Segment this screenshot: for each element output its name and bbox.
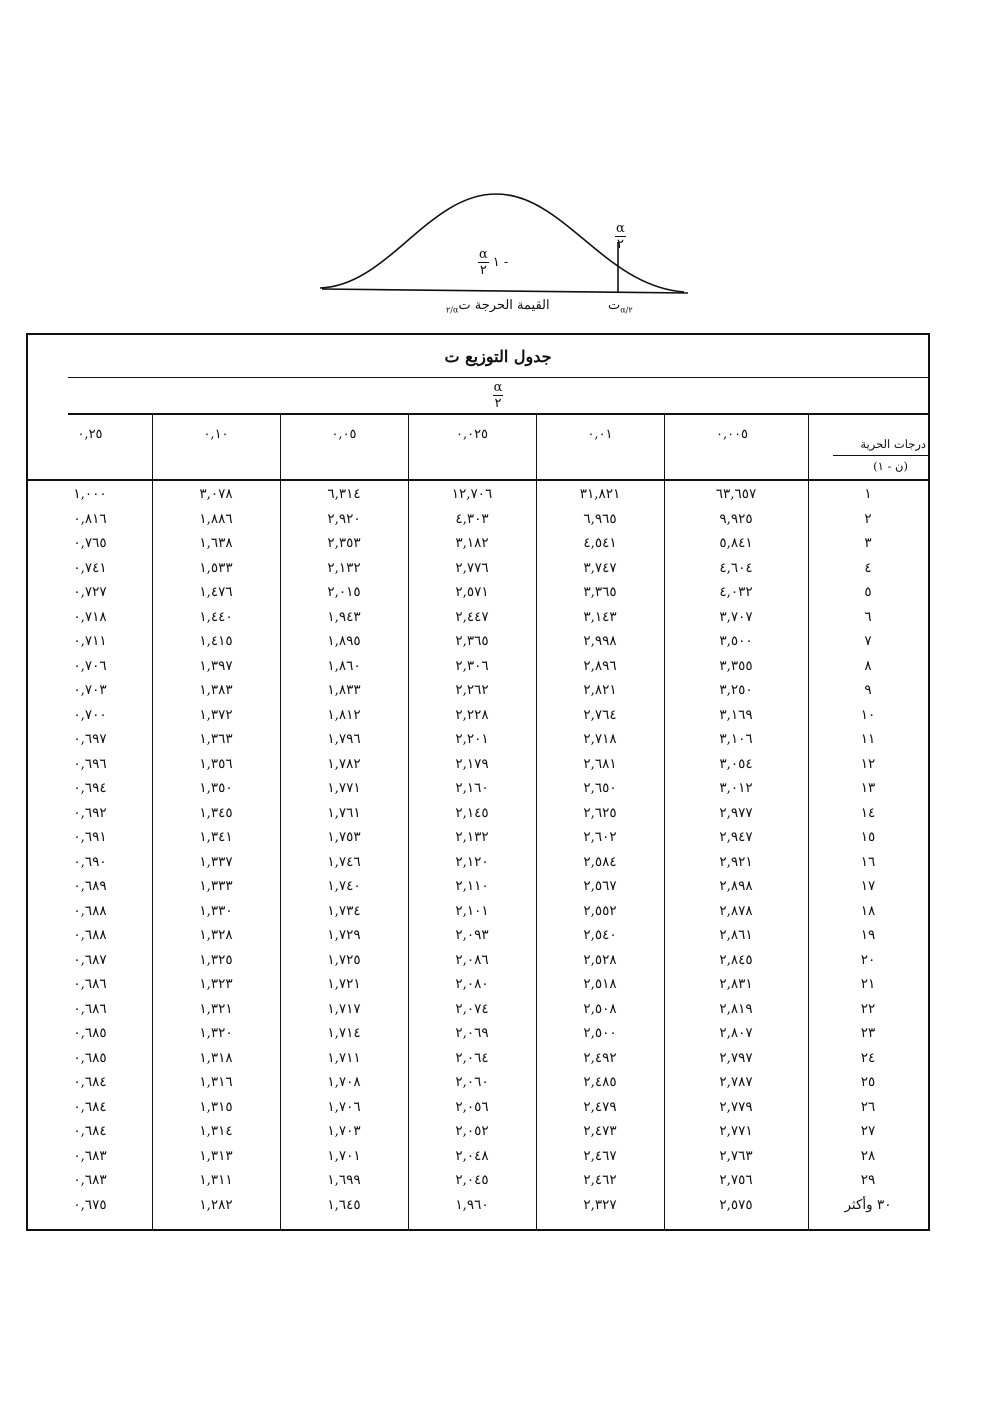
- table-cell: ٠,٦٨٣: [73, 1172, 107, 1188]
- column-header-005: ٠,٠٥: [331, 427, 357, 442]
- df-cell: ٢٥: [860, 1074, 876, 1090]
- table-cell: ٣,١٤٣: [583, 608, 617, 625]
- table-cell: ١,٨٨٦: [199, 510, 233, 527]
- table-cell: ٠,٦٩٧: [73, 731, 107, 747]
- table-cell: ٢,١٣٢: [327, 559, 361, 576]
- table-cell: ٢,٧٧٦: [455, 559, 489, 576]
- table-cell: ٢,٠٦٠: [455, 1074, 489, 1090]
- table-cell: ٢,١٧٩: [455, 755, 489, 772]
- table-row: [28, 654, 928, 678]
- bell-curve: [320, 194, 684, 292]
- table-cell: ٢,٥٧١: [455, 584, 489, 600]
- table-cell: ١,٥٣٣: [199, 559, 233, 576]
- table-cell: ٠,٦٧٥: [73, 1196, 107, 1213]
- table-cell: ١,٣٢٣: [199, 976, 233, 992]
- table-cell: ١,٣١٦: [199, 1074, 233, 1090]
- df-header-label: درجات الحرية: [860, 437, 926, 451]
- table-row: [28, 1021, 928, 1045]
- table-cell: ٢,٠٨٦: [455, 951, 489, 968]
- table-cell: ٢,١٢٠: [455, 853, 489, 870]
- table-cell: ٢,٠٦٩: [455, 1025, 489, 1041]
- table-cell: ٠,٧٠٣: [73, 682, 107, 698]
- df-cell: ٢٩: [860, 1172, 876, 1188]
- table-cell: ٣,١٠٦: [719, 731, 753, 747]
- table-row: [28, 1119, 928, 1143]
- table-cell: ٢,٥٨٤: [583, 853, 617, 870]
- table-row: [28, 874, 928, 898]
- table-cell: ١,٧٠١: [327, 1147, 361, 1164]
- table-cell: ١,٧٠٦: [327, 1098, 361, 1115]
- table-cell: ٢,٤٩٢: [583, 1049, 617, 1066]
- table-cell: ٢,١٠١: [455, 902, 489, 919]
- table-cell: ٠,٦٨٨: [73, 927, 107, 943]
- table-cell: ١,٣١٥: [199, 1098, 233, 1115]
- table-cell: ١,٧٠٣: [327, 1123, 361, 1139]
- table-row: [28, 629, 928, 653]
- column-header-row: [28, 415, 928, 481]
- t-distribution-diagram: [318, 186, 698, 321]
- table-cell: ١,٣٢٨: [199, 927, 233, 943]
- table-row: [28, 776, 928, 800]
- table-cell: ٤,٥٤١: [583, 535, 617, 551]
- table-cell: ٣,١٨٢: [455, 535, 489, 551]
- df-cell: ١: [864, 486, 872, 502]
- table-cell: ١,٣٣٠: [199, 902, 233, 919]
- table-cell: ٠,٦٨٩: [73, 878, 107, 894]
- df-cell: ٤: [864, 559, 872, 576]
- table-cell: ١,٣٢١: [199, 1000, 233, 1017]
- table-row: [28, 580, 928, 604]
- critical-value-caption: القيمة الحرجة ت$_{\alpha/٢}$: [446, 298, 550, 315]
- df-cell: ٢٧: [860, 1123, 876, 1139]
- table-cell: ٣١,٨٢١: [579, 486, 621, 502]
- table-row: [28, 1095, 928, 1119]
- table-cell: ٢,٣٦٥: [455, 633, 489, 649]
- table-cell: ١,٧١٤: [327, 1025, 361, 1041]
- table-cell: ١,٣٣٧: [199, 853, 233, 870]
- table-cell: ١,٣٣٣: [199, 878, 233, 894]
- table-cell: ١,٢٨٢: [199, 1196, 233, 1213]
- table-cell: ٦,٣١٤: [327, 486, 361, 502]
- table-cell: ٢,٧٦٤: [583, 706, 617, 723]
- table-cell: ١,٣٢٠: [199, 1025, 233, 1041]
- table-cell: ١,٣٤٥: [199, 804, 233, 821]
- table-cell: ٢,٤٦٧: [583, 1147, 617, 1164]
- df-header-divider: [833, 455, 928, 456]
- table-cell: ٢,٥١٨: [583, 976, 617, 992]
- table-cell: ٢,٨٣١: [719, 976, 753, 992]
- table-cell: ٢,٤٧٩: [583, 1098, 617, 1115]
- table-cell: ١,٧٧١: [327, 780, 361, 796]
- table-cell: ٩,٩٢٥: [719, 510, 753, 527]
- table-cell: ١٢,٧٠٦: [451, 486, 493, 502]
- table-cell: ٢,٠٦٤: [455, 1049, 489, 1066]
- table-cell: ٠,٦٨٨: [73, 902, 107, 919]
- table-cell: ٢,٠٨٠: [455, 976, 489, 992]
- column-header-0005: ٠,٠٠٥: [715, 427, 749, 442]
- table-cell: ٢,١٤٥: [455, 804, 489, 821]
- table-cell: ٠,٦٩٠: [73, 853, 107, 870]
- table-cell: ١,٣٩٧: [199, 657, 233, 674]
- df-cell: ٨: [864, 657, 872, 674]
- table-row: [28, 482, 928, 506]
- center-area-label: $\frac{\alpha}{٢}$ ١ -: [479, 247, 509, 278]
- table-row: [28, 531, 928, 555]
- table-cell: ١,٣٧٢: [199, 706, 233, 723]
- df-cell: ٢٢: [860, 1000, 876, 1017]
- table-cell: ٢,١١٠: [455, 878, 489, 894]
- df-cell: ٢: [864, 510, 872, 527]
- df-cell: ٢٨: [860, 1147, 876, 1164]
- table-cell: ٢,٣٥٣: [327, 535, 361, 551]
- table-cell: ٠,٧٢٧: [73, 584, 107, 600]
- t-distribution-table: [26, 333, 930, 1231]
- table-cell: ٣,٥٠٠: [719, 633, 753, 649]
- table-cell: ١,٨٦٠: [327, 657, 361, 674]
- table-cell: ١,٣٢٥: [199, 951, 233, 968]
- table-cell: ٠,٦٩١: [73, 829, 107, 845]
- table-cell: ٢,٩٤٧: [719, 829, 753, 845]
- table-cell: ٢,٠٤٨: [455, 1147, 489, 1164]
- table-row: [28, 948, 928, 972]
- df-cell: ١٥: [860, 829, 876, 845]
- table-cell: ٢,٧٧٩: [719, 1098, 753, 1115]
- table-cell: ٣,٧٠٧: [719, 608, 753, 625]
- table-cell: ٢,٢٠١: [455, 731, 489, 747]
- table-cell: ١,٩٤٣: [327, 608, 361, 625]
- table-cell: ١,٣٨٣: [199, 682, 233, 698]
- table-cell: ٣,٣٥٥: [719, 657, 753, 674]
- table-cell: ١,٦٣٨: [199, 535, 233, 551]
- table-cell: ٠,٦٩٢: [73, 804, 107, 821]
- table-cell: ٣,٧٤٧: [583, 559, 617, 576]
- table-cell: ٢,٧٦٣: [719, 1147, 753, 1164]
- df-cell: ٢١: [860, 976, 876, 992]
- table-row: [28, 727, 928, 751]
- table-cell: ١,٠٠٠: [73, 486, 107, 502]
- table-cell: ٢,٥٧٥: [719, 1196, 753, 1213]
- table-cell: ١,٣٥٠: [199, 780, 233, 796]
- table-cell: ٢,٨٧٨: [719, 902, 753, 919]
- table-cell: ٠,٧٤١: [73, 559, 107, 576]
- table-cell: ١,٧٢٥: [327, 951, 361, 968]
- table-cell: ٢,٨٩٦: [583, 657, 617, 674]
- table-cell: ٣,٠٥٤: [719, 755, 753, 772]
- table-cell: ٢,٥٢٨: [583, 951, 617, 968]
- table-cell: ٢,٨٢١: [583, 682, 617, 698]
- column-header-0025: ٠,٠٢٥: [455, 427, 489, 442]
- df-cell: ٦: [864, 608, 872, 625]
- table-row: [28, 1193, 928, 1217]
- column-header-010: ٠,١٠: [203, 427, 229, 442]
- table-cell: ٢,٠٩٣: [455, 927, 489, 943]
- table-cell: ٠,٦٨٥: [73, 1025, 107, 1041]
- table-cell: ٢,٤٦٢: [583, 1172, 617, 1188]
- table-cell: ١,٣٤١: [199, 829, 233, 845]
- df-cell: ٣٠ وأكثر: [844, 1196, 892, 1213]
- table-cell: ١,٧٢١: [327, 976, 361, 992]
- table-row: [28, 752, 928, 776]
- df-cell: ١٠: [860, 706, 876, 723]
- degrees-of-freedom-header: [833, 415, 928, 479]
- df-cell: ٢٦: [860, 1098, 876, 1115]
- table-cell: ٢,٧٨٧: [719, 1074, 753, 1090]
- table-cell: ٢,٤٧٣: [583, 1123, 617, 1139]
- table-cell: ٢,٧٥٦: [719, 1172, 753, 1188]
- table-cell: ٠,٦٩٦: [73, 755, 107, 772]
- table-cell: ٤,٠٣٢: [719, 584, 753, 600]
- table-cell: ٠,٨١٦: [73, 510, 107, 527]
- column-header-025: ٠,٢٥: [77, 427, 103, 442]
- table-title: جدول التوزيع ت: [68, 335, 928, 378]
- table-row: [28, 850, 928, 874]
- table-cell: ١,٣١١: [199, 1172, 233, 1188]
- table-cell: ٠,٦٨٤: [73, 1074, 107, 1090]
- table-cell: ٢,٥٥٢: [583, 902, 617, 919]
- table-cell: ٢,٧١٨: [583, 731, 617, 747]
- table-cell: ١,٨١٢: [327, 706, 361, 723]
- table-row: [28, 997, 928, 1021]
- table-cell: ١,٧٥٣: [327, 829, 361, 845]
- table-cell: ١,٧٦١: [327, 804, 361, 821]
- table-cell: ٢,٨٤٥: [719, 951, 753, 968]
- df-cell: ٩: [864, 682, 872, 698]
- table-cell: ٢,٥٤٠: [583, 927, 617, 943]
- df-cell: ١٢: [860, 755, 876, 772]
- table-cell: ٢,٦٨١: [583, 755, 617, 772]
- table-cell: ٢,٦٢٥: [583, 804, 617, 821]
- table-row: [28, 923, 928, 947]
- df-cell: ٢٠: [860, 951, 876, 968]
- table-cell: ٢,٨٦١: [719, 927, 753, 943]
- table-cell: ٢,٩٩٨: [583, 633, 617, 649]
- table-cell: ١,٨٩٥: [327, 633, 361, 649]
- table-cell: ٢,٤٤٧: [455, 608, 489, 625]
- table-cell: ٢,٥٠٠: [583, 1025, 617, 1041]
- df-cell: ١٣: [860, 780, 876, 796]
- table-cell: ١,٧٨٢: [327, 755, 361, 772]
- table-cell: ١,٣٦٣: [199, 731, 233, 747]
- table-cell: ٠,٦٨٧: [73, 951, 107, 968]
- table-cell: ٣,٣٦٥: [583, 584, 617, 600]
- table-row: [28, 972, 928, 996]
- table-row: [28, 801, 928, 825]
- table-cell: ١,٧١١: [327, 1049, 361, 1066]
- table-cell: ٢,٦٥٠: [583, 780, 617, 796]
- table-row: [28, 507, 928, 531]
- table-cell: ٢,٨٠٧: [719, 1025, 753, 1041]
- table-cell: ٠,٧٠٦: [73, 657, 107, 674]
- table-row: [28, 1144, 928, 1168]
- table-cell: ١,٣١٣: [199, 1147, 233, 1164]
- table-cell: ١,٤٤٠: [199, 608, 233, 625]
- table-cell: ٢,٦٠٢: [583, 829, 617, 845]
- table-cell: ٢,٣٠٦: [455, 657, 489, 674]
- table-cell: ٤,٦٠٤: [719, 559, 753, 576]
- table-row: [28, 825, 928, 849]
- table-cell: ٢,٢٦٢: [455, 682, 489, 698]
- table-cell: ٠,٧٠٠: [73, 706, 107, 723]
- table-cell: ١,٤١٥: [199, 633, 233, 649]
- table-cell: ١,٨٣٣: [327, 682, 361, 698]
- table-row: [28, 703, 928, 727]
- df-cell: ٢٤: [860, 1049, 876, 1066]
- table-cell: ٠,٦٨٥: [73, 1049, 107, 1066]
- table-cell: ١,٧٤٠: [327, 878, 361, 894]
- table-cell: ٠,٦٩٤: [73, 780, 107, 796]
- table-cell: ٠,٧٦٥: [73, 535, 107, 551]
- table-cell: ٠,٦٨٦: [73, 976, 107, 992]
- table-cell: ٢,٩٧٧: [719, 804, 753, 821]
- df-cell: ١٦: [860, 853, 876, 870]
- table-cell: ٠,٦٨٤: [73, 1123, 107, 1139]
- table-cell: ١,٧١٧: [327, 1000, 361, 1017]
- table-row: [28, 678, 928, 702]
- table-cell: ٢,٠١٥: [327, 584, 361, 600]
- table-cell: ٢,٧٩٧: [719, 1049, 753, 1066]
- table-cell: ١,٤٧٦: [199, 584, 233, 600]
- table-cell: ٠,٧١٨: [73, 608, 107, 625]
- table-cell: ١,٧٢٩: [327, 927, 361, 943]
- table-cell: ٢,٨١٩: [719, 1000, 753, 1017]
- df-cell: ١٧: [860, 878, 876, 894]
- df-cell: ١٩: [860, 927, 876, 943]
- alpha-over-two-header: $\frac{\alpha}{٢}$: [68, 377, 928, 415]
- table-cell: ٠,٦٨٦: [73, 1000, 107, 1017]
- table-cell: ٦,٩٦٥: [583, 510, 617, 527]
- table-cell: ٠,٧١١: [73, 633, 107, 649]
- table-cell: ٣,١٦٩: [719, 706, 753, 723]
- df-cell: ٧: [864, 633, 872, 649]
- table-cell: ٣,٠٧٨: [199, 486, 233, 502]
- table-cell: ٢,٥٦٧: [583, 878, 617, 894]
- table-cell: ٠,٦٨٤: [73, 1098, 107, 1115]
- critical-t-label: ت$_{\alpha/٢}$: [608, 298, 633, 315]
- table-cell: ٦٣,٦٥٧: [715, 486, 757, 502]
- table-cell: ١,٣٥٦: [199, 755, 233, 772]
- table-cell: ١,٧٩٦: [327, 731, 361, 747]
- df-cell: ٥: [864, 584, 872, 600]
- table-cell: ٣,٢٥٠: [719, 682, 753, 698]
- df-cell: ٣: [864, 535, 872, 551]
- table-cell: ٢,٠٥٢: [455, 1123, 489, 1139]
- table-cell: ٢,٠٤٥: [455, 1172, 489, 1188]
- table-cell: ٢,٠٥٦: [455, 1098, 489, 1115]
- table-cell: ١,٦٩٩: [327, 1172, 361, 1188]
- df-cell: ١٤: [860, 804, 876, 821]
- table-cell: ١,٧٤٦: [327, 853, 361, 870]
- table-cell: ١,٩٦٠: [455, 1196, 489, 1213]
- table-cell: ٢,١٦٠: [455, 780, 489, 796]
- table-cell: ١,٧٣٤: [327, 902, 361, 919]
- table-cell: ٢,٧٧١: [719, 1123, 753, 1139]
- table-cell: ٠,٦٨٣: [73, 1147, 107, 1164]
- table-cell: ٢,٤٨٥: [583, 1074, 617, 1090]
- df-subheader-label: (ن - ١): [873, 459, 908, 473]
- baseline-axis: [322, 289, 688, 293]
- table-cell: ٥,٨٤١: [719, 535, 753, 551]
- table-cell: ٢,٣٢٧: [583, 1196, 617, 1213]
- table-cell: ١,٣١٨: [199, 1049, 233, 1066]
- table-cell: ٤,٣٠٣: [455, 510, 489, 527]
- df-cell: ١٨: [860, 902, 876, 919]
- table-cell: ٢,٠٧٤: [455, 1000, 489, 1017]
- table-row: [28, 1046, 928, 1070]
- table-cell: ١,٦٤٥: [327, 1196, 361, 1213]
- table-row: [28, 1168, 928, 1192]
- table-cell: ٢,٩٢٠: [327, 510, 361, 527]
- df-cell: ٢٣: [860, 1025, 876, 1041]
- table-cell: ٢,٩٢١: [719, 853, 753, 870]
- table-cell: ٣,٠١٢: [719, 780, 753, 796]
- table-row: [28, 1070, 928, 1094]
- table-cell: ٢,٥٠٨: [583, 1000, 617, 1017]
- table-row: [28, 899, 928, 923]
- table-cell: ٢,١٣٢: [455, 829, 489, 845]
- df-cell: ١١: [860, 731, 876, 747]
- table-row: [28, 605, 928, 629]
- table-cell: ١,٧٠٨: [327, 1074, 361, 1090]
- table-cell: ٢,٨٩٨: [719, 878, 753, 894]
- table-cell: ٢,٢٢٨: [455, 706, 489, 723]
- table-row: [28, 556, 928, 580]
- column-header-001: ٠,٠١: [587, 427, 613, 442]
- tail-area-label: $\frac{\alpha}{٢}$: [616, 221, 625, 252]
- table-cell: ١,٣١٤: [199, 1123, 233, 1139]
